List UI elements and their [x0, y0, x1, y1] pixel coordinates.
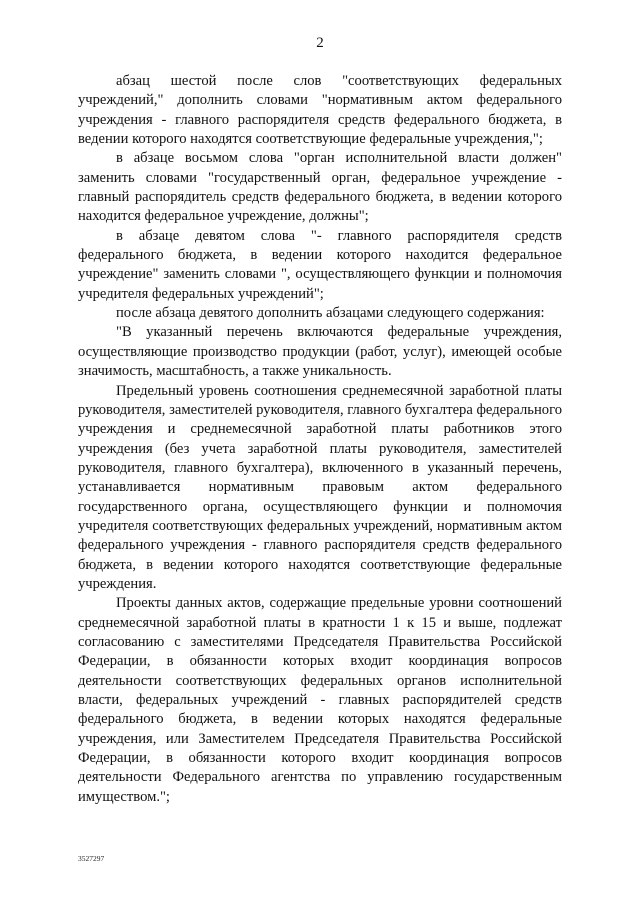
paragraph-add-abzacy: после абзаца девятого дополнить абзацами следующего содержания:: [116, 305, 545, 322]
paragraph-predelny-uroven: Предельный уровень соотношения среднемесячной заработной платы руководителя, заместителей руководителя, главного бухгалтера федерального учреждения и среднемесячной заработной платы работников этого учреждения (без учета заработной платы руководителя, заместителей руководителя, главного бухгалтера), включенного в указанный перечень, устанавливается нормативным правовым актом федерального государственного органа, осуществляющего функции и полномочия учредителя соответствующих федеральных учреждений, нормативным актом федерального учреждения - главного распорядителя средств федерального бюджета, в ведении которого находятся соответствующие федеральные учреждения.: [78, 382, 562, 592]
page-number: 2: [316, 35, 324, 51]
document-body: [78, 72, 562, 807]
paragraph-abzac-6: абзац шестой после слов "соответствующих федеральных учреждений," дополнить словами "нормативным актом федерального учреждения - главного распорядителя средств федерального бюджета, в ведении которого находятся соответствующие федеральные учреждения,";: [78, 73, 562, 148]
paragraph-quote-perechen: "В указанный перечень включаются федеральные учреждения, осуществляющие производство продукции (работ, услуг), имеющей особые значимость, масштабность, а также уникальность.: [78, 324, 562, 380]
document-code: 3527297: [78, 854, 105, 863]
paragraph-abzac-8: в абзаце восьмом слова "орган исполнительной власти должен" заменить словами "государственный орган, федеральное учреждение - главный распорядитель средств федерального бюджета, в ведении которого находится федеральное учреждение, должны";: [78, 150, 562, 225]
paragraph-abzac-9: в абзаце девятом слова "- главного распорядителя средств федерального бюджета, в ведении которого находится федеральное учреждение" заменить словами ", осуществляющего функции и полномочия учредителя федеральных учреждений";: [78, 227, 562, 302]
paragraph-proekty-aktov: Проекты данных актов, содержащие предельные уровни соотношений среднемесячной заработной платы в кратности 1 к 15 и выше, подлежат согласованию с заместителями Председателя Правительства Российской Федерации, в обязанности которых входит координация вопросов деятельности соответствующих федеральных органов исполнительной власти, федеральных учреждений - главных распорядителей средств федерального бюджета, в ведении которых находятся федеральные учреждения, или Заместителем Председателя Правительства Российской Федерации, в обязанности которого входит координация вопросов деятельности Федерального агентства по управлению государственным имуществом.";: [78, 595, 562, 805]
